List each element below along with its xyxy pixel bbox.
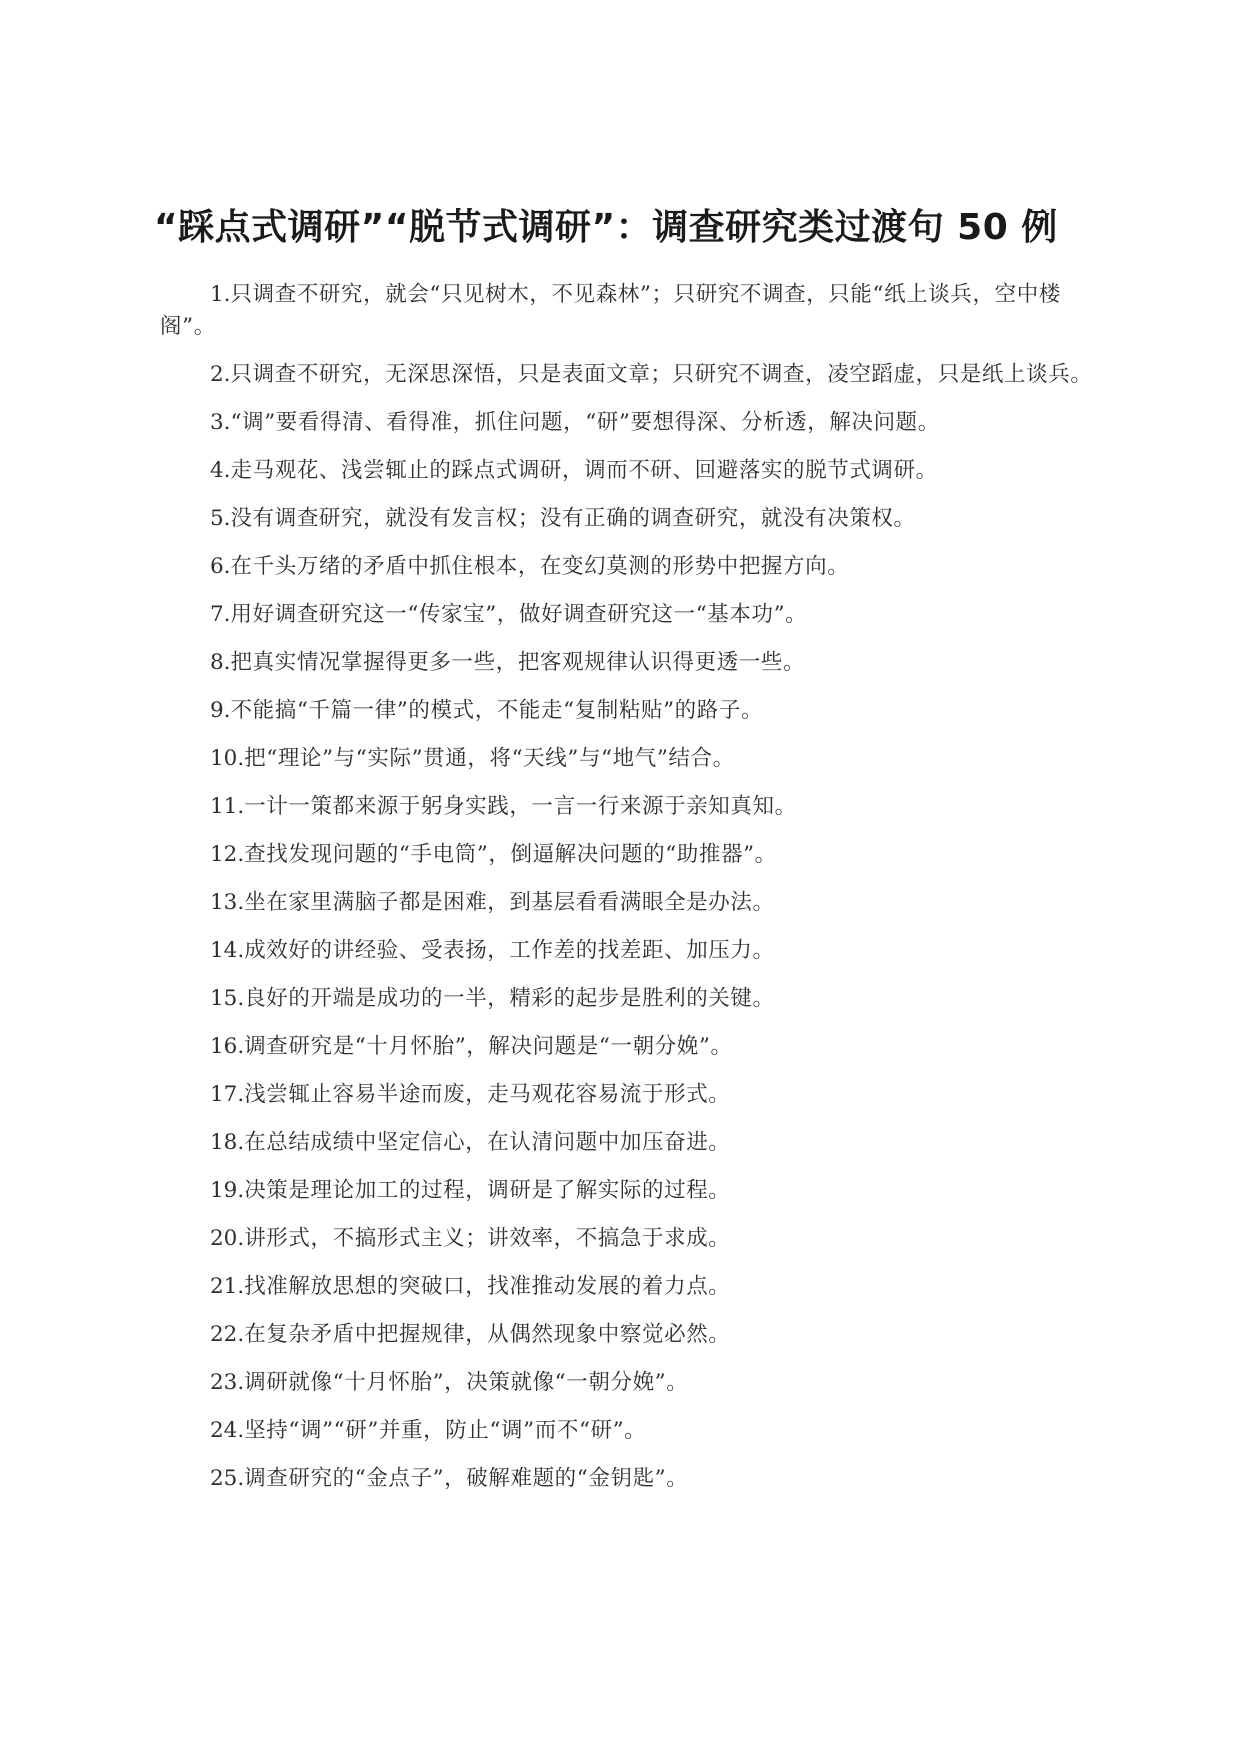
transition-sentence-list [160, 279, 1095, 1495]
item-text: 没有调查研究，就没有发言权；没有正确的调查研究，就没有决策权。 [230, 506, 916, 531]
list-item [160, 983, 1095, 1015]
item-number: 24. [210, 1418, 245, 1443]
item-text: 讲形式，不搞形式主义；讲效率，不搞急于求成。 [244, 1226, 731, 1251]
list-item [160, 647, 1095, 679]
list-item [160, 455, 1095, 487]
list-item [160, 279, 1095, 343]
item-number: 4. [210, 458, 231, 483]
item-number: 5. [210, 506, 231, 531]
item-text: 只调查不研究，无深思深悟，只是表面文章；只研究不调查，凌空蹈虚，只是纸上谈兵。 [230, 362, 1093, 387]
item-text: 不能搞“千篇一律”的模式，不能走“复制粘贴”的路子。 [230, 698, 764, 723]
list-item [160, 407, 1095, 439]
item-number: 25. [210, 1466, 245, 1491]
list-item [160, 743, 1095, 775]
item-number: 1. [210, 282, 231, 307]
list-item [160, 1175, 1095, 1207]
item-text: 把“理论”与“实际”贯通，将“天线”与“地气”结合。 [244, 746, 735, 771]
item-text: 坐在家里满脑子都是困难，到基层看看满眼全是办法。 [244, 890, 775, 915]
list-item [160, 1271, 1095, 1303]
list-item [160, 1031, 1095, 1063]
item-number: 23. [210, 1370, 245, 1395]
item-text: 调查研究是“十月怀胎”，解决问题是“一朝分娩”。 [244, 1034, 733, 1059]
item-number: 13. [210, 890, 245, 915]
list-item [160, 1319, 1095, 1351]
list-item [160, 839, 1095, 871]
item-number: 15. [210, 986, 245, 1011]
item-text: 用好调查研究这一“传家宝”，做好调查研究这一“基本功”。 [230, 602, 808, 627]
item-text: 在总结成绩中坚定信心，在认清问题中加压奋进。 [244, 1130, 731, 1155]
item-number: 21. [210, 1274, 245, 1299]
item-text: 调研就像“十月怀胎”，决策就像“一朝分娩”。 [244, 1370, 689, 1395]
item-number: 8. [210, 650, 231, 675]
list-item [160, 1223, 1095, 1255]
list-item [160, 599, 1095, 631]
list-item [160, 359, 1095, 391]
list-item [160, 1367, 1095, 1399]
item-number: 20. [210, 1226, 245, 1251]
document-title: “踩点式调研”“脱节式调研”：调查研究类过渡句 50 例 [154, 207, 1058, 248]
list-item [160, 1079, 1095, 1111]
item-number: 19. [210, 1178, 245, 1203]
item-number: 14. [210, 938, 245, 963]
list-item [160, 935, 1095, 967]
item-text: 查找发现问题的“手电筒”，倒逼解决问题的“助推器”。 [244, 842, 777, 867]
item-number: 11. [210, 794, 245, 819]
item-number: 17. [210, 1082, 245, 1107]
item-text: 找准解放思想的突破口，找准推动发展的着力点。 [244, 1274, 731, 1299]
item-text: 在千头万绪的矛盾中抓住根本，在变幻莫测的形势中把握方向。 [230, 554, 850, 579]
list-item [160, 551, 1095, 583]
list-item [160, 1463, 1095, 1495]
item-number: 6. [210, 554, 231, 579]
list-item [160, 503, 1095, 535]
item-number: 22. [210, 1322, 245, 1347]
item-number: 3. [210, 410, 231, 435]
item-text: “调”要看得清、看得准，抓住问题，“研”要想得深、分析透，解决问题。 [230, 410, 940, 435]
item-text: 把真实情况掌握得更多一些，把客观规律认识得更透一些。 [230, 650, 806, 675]
item-text: 良好的开端是成功的一半，精彩的起步是胜利的关键。 [244, 986, 775, 1011]
item-number: 9. [210, 698, 231, 723]
list-item [160, 887, 1095, 919]
item-text: 一计一策都来源于躬身实践，一言一行来源于亲知真知。 [244, 794, 797, 819]
item-number: 18. [210, 1130, 245, 1155]
item-number: 12. [210, 842, 245, 867]
document-page [154, 195, 1095, 1511]
item-number: 16. [210, 1034, 245, 1059]
item-text: 走马观花、浅尝辄止的踩点式调研，调而不研、回避落实的脱节式调研。 [230, 458, 938, 483]
item-text: 决策是理论加工的过程，调研是了解实际的过程。 [244, 1178, 731, 1203]
item-text: 调查研究的“金点子”，破解难题的“金钥匙”。 [244, 1466, 689, 1491]
item-number: 7. [210, 602, 231, 627]
list-item [160, 1127, 1095, 1159]
item-text: 浅尝辄止容易半途而废，走马观花容易流于形式。 [244, 1082, 731, 1107]
item-text: 只调查不研究，就会“只见树木，不见森林”；只研究不调查，只能“纸上谈兵，空中楼阁”。 [160, 282, 1061, 339]
item-text: 在复杂矛盾中把握规律，从偶然现象中察觉必然。 [244, 1322, 731, 1347]
list-item [160, 1415, 1095, 1447]
item-text: 坚持“调”“研”并重，防止“调”而不“研”。 [244, 1418, 647, 1443]
item-number: 10. [210, 746, 245, 771]
item-number: 2. [210, 362, 231, 387]
list-item [160, 791, 1095, 823]
list-item [160, 695, 1095, 727]
item-text: 成效好的讲经验、受表扬，工作差的找差距、加压力。 [244, 938, 775, 963]
